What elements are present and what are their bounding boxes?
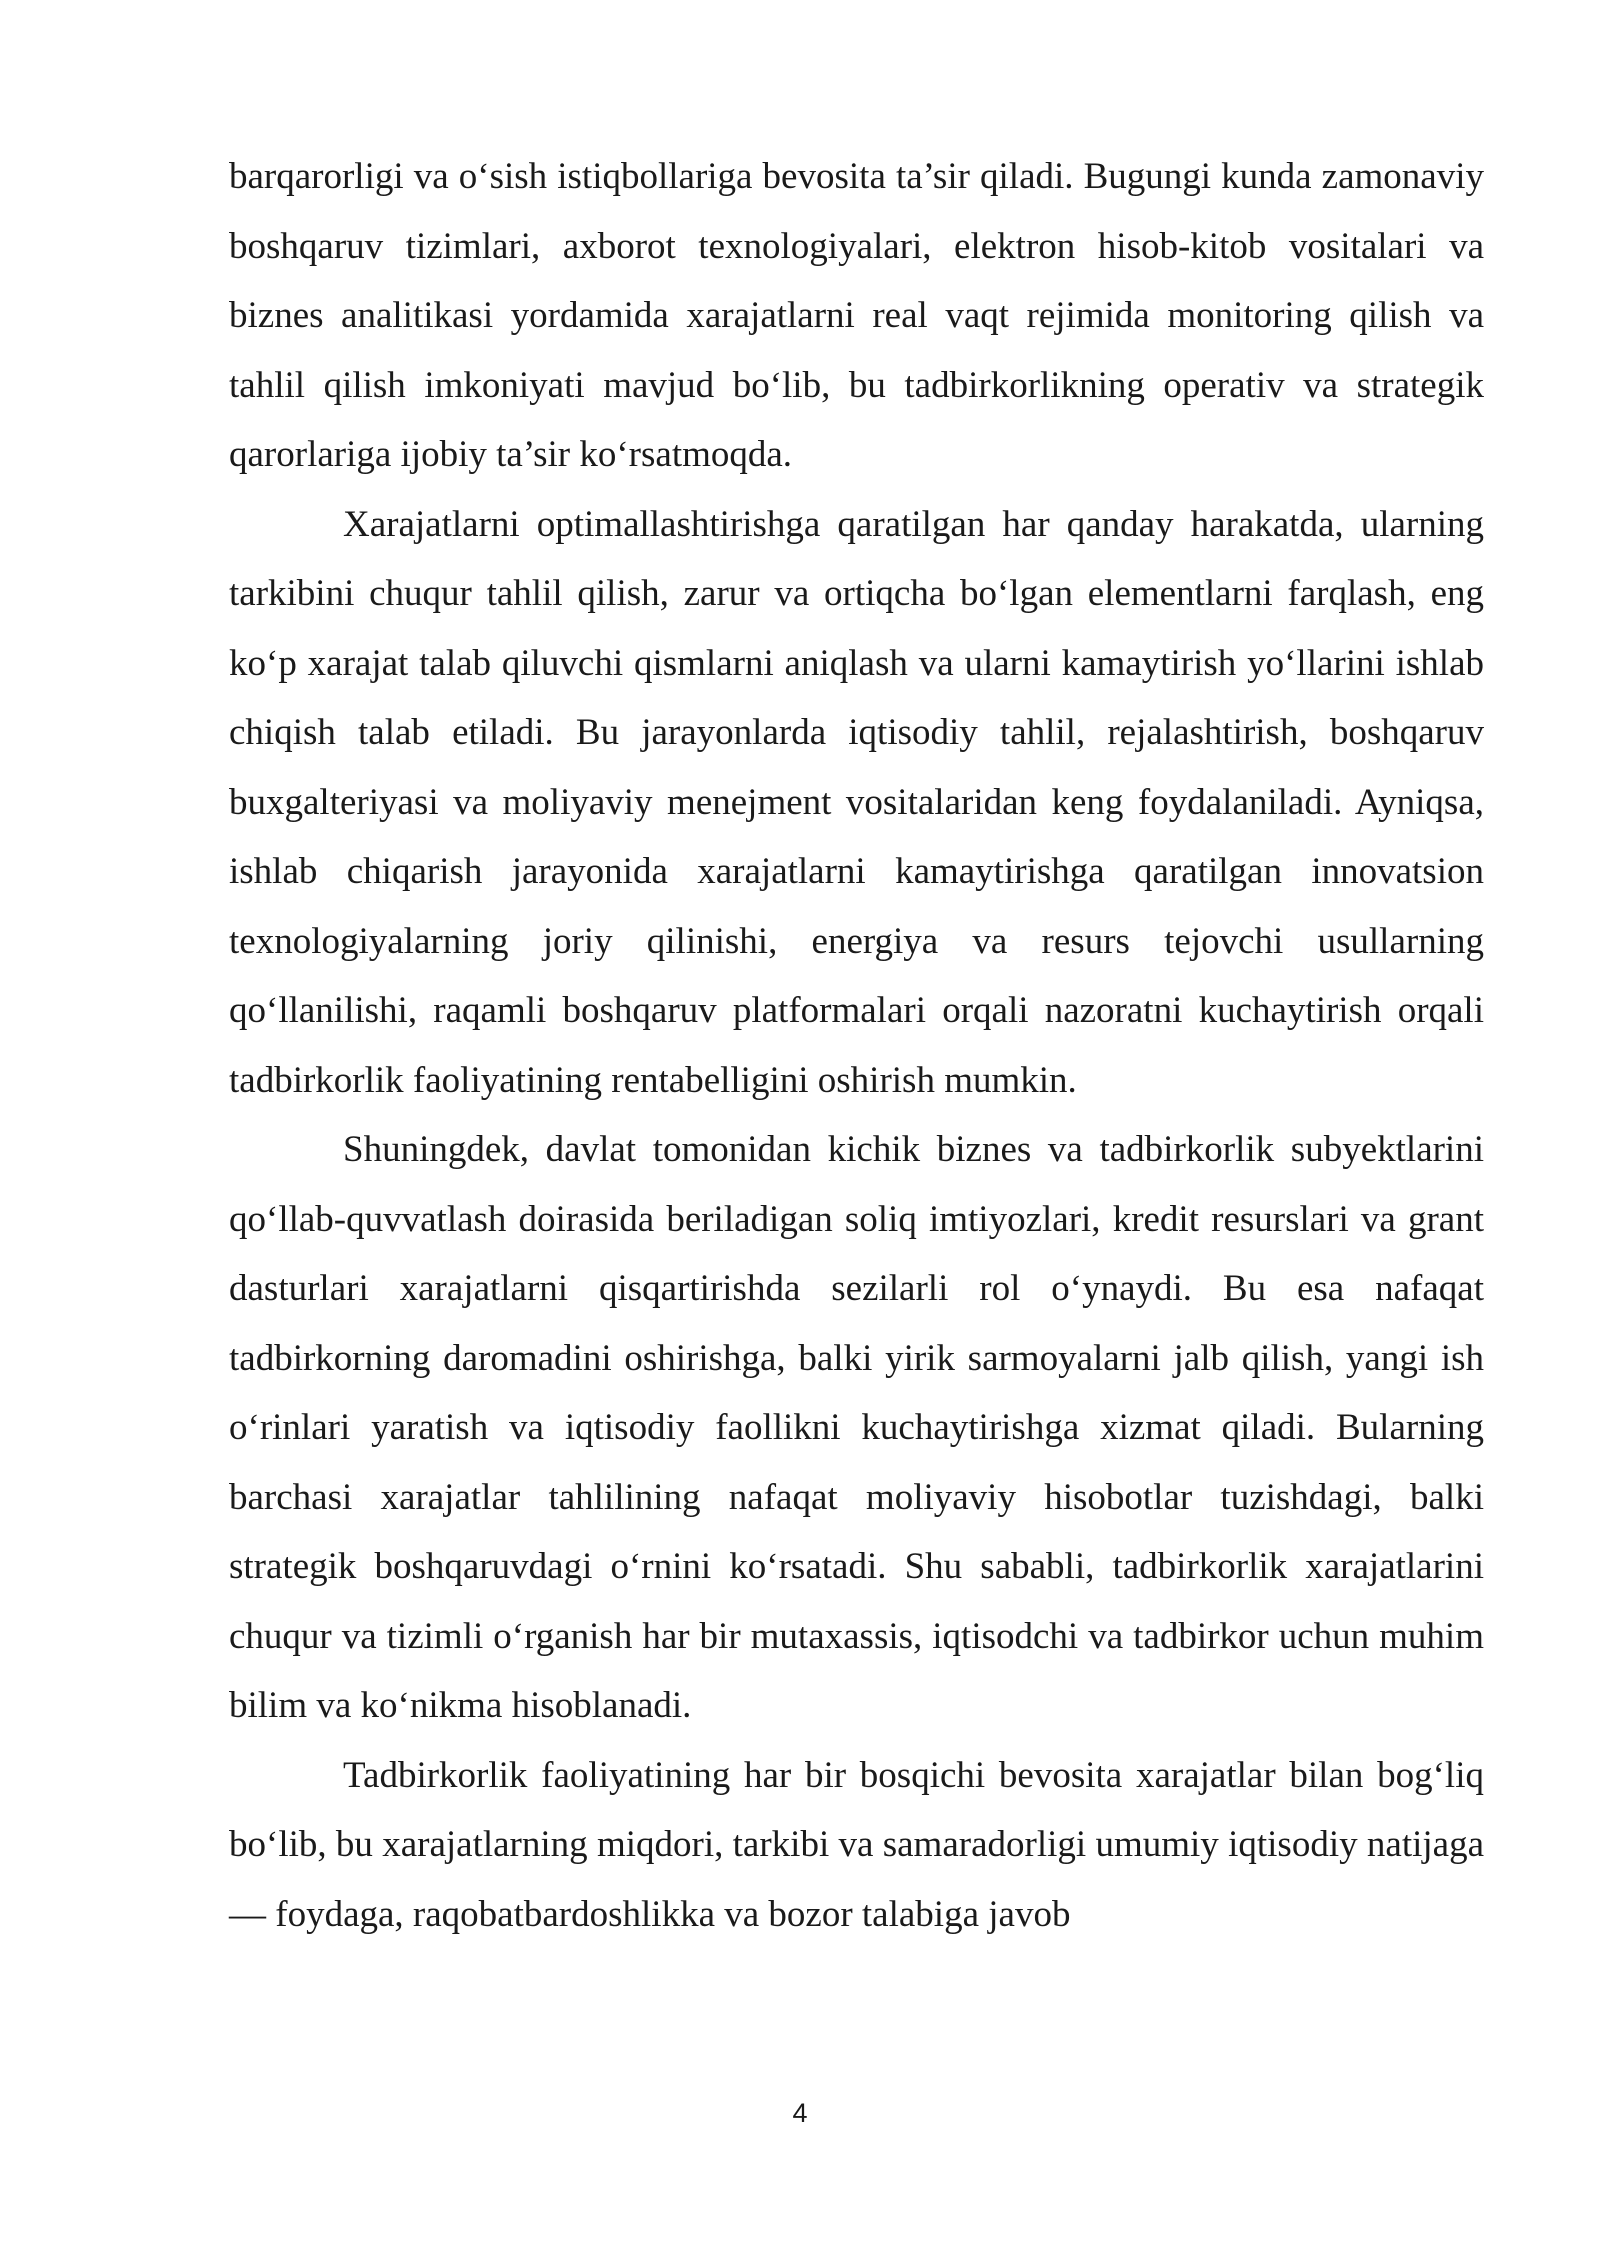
page-number: 4	[792, 2098, 808, 2128]
paragraph-3: Shuningdek, davlat tomonidan kichik biznes va tadbirkorlik subyektlarini qo‘llab-quvvatlash doirasida beriladigan soliq imtiyozlari, kredit resurslari va grant dasturlari xarajatlarni qisqartirishda sezilarli rol o‘ynaydi. Bu esa nafaqat tadbirkorning daromadini oshirishga, balki yirik sarmoyalarni jalb qilish, yangi ish o‘rinlari yaratish va iqtisodiy faollikni kuchaytirishga xizmat qiladi. Bularning barchasi xarajatlar tahlilining nafaqat moliyaviy hisobotlar tuzishdagi, balki strategik boshqaruvdagi o‘rnini ko‘rsatadi. Shu sababli, tadbirkorlik xarajatlarini chuqur va tizimli o‘rganish har bir mutaxassis, iqtisodchi va tadbirkor uchun muhim bilim va ko‘nikma hisoblanadi.	[229, 1129, 1484, 1726]
paragraph-4: Tadbirkorlik faoliyatining har bir bosqichi bevosita xarajatlar bilan bog‘liq bo‘lib, bu xarajatlarning miqdori, tarkibi va samaradorligi umumiy iqtisodiy natijaga — foydaga, raqobatbardoshlikka va bozor talabiga javob	[229, 1754, 1484, 1935]
document-body	[229, 142, 1484, 1949]
paragraph-2: Xarajatlarni optimallashtirishga qaratilgan har qanday harakatda, ularning tarkibini chuqur tahlil qilish, zarur va ortiqcha bo‘lgan elementlarni farqlash, eng ko‘p xarajat talab qiluvchi qismlarni aniqlash va ularni kamaytirish yo‘llarini ishlab chiqish talab etiladi. Bu jarayonlarda iqtisodiy tahlil, rejalashtirish, boshqaruv buxgalteriyasi va moliyaviy menejment vositalaridan keng foydalaniladi. Ayniqsa, ishlab chiqarish jarayonida xarajatlarni kamaytirishga qaratilgan innovatsion texnologiyalarning joriy qilinishi, energiya va resurs tejovchi usullarning qo‘llanilishi, raqamli boshqaruv platformalari orqali nazoratni kuchaytirish orqali tadbirkorlik faoliyatining rentabelligini oshirish mumkin.	[229, 503, 1484, 1101]
paragraph-1: barqarorligi va o‘sish istiqbollariga bevosita ta’sir qiladi. Bugungi kunda zamonaviy boshqaruv tizimlari, axborot texnologiyalari, elektron hisob-kitob vositalari va biznes analitikasi yordamida xarajatlarni real vaqt rejimida monitoring qilish va tahlil qilish imkoniyati mavjud bo‘lib, bu tadbirkorlikning operativ va strategik qarorlariga ijobiy ta’sir ko‘rsatmoqda.	[229, 156, 1484, 475]
